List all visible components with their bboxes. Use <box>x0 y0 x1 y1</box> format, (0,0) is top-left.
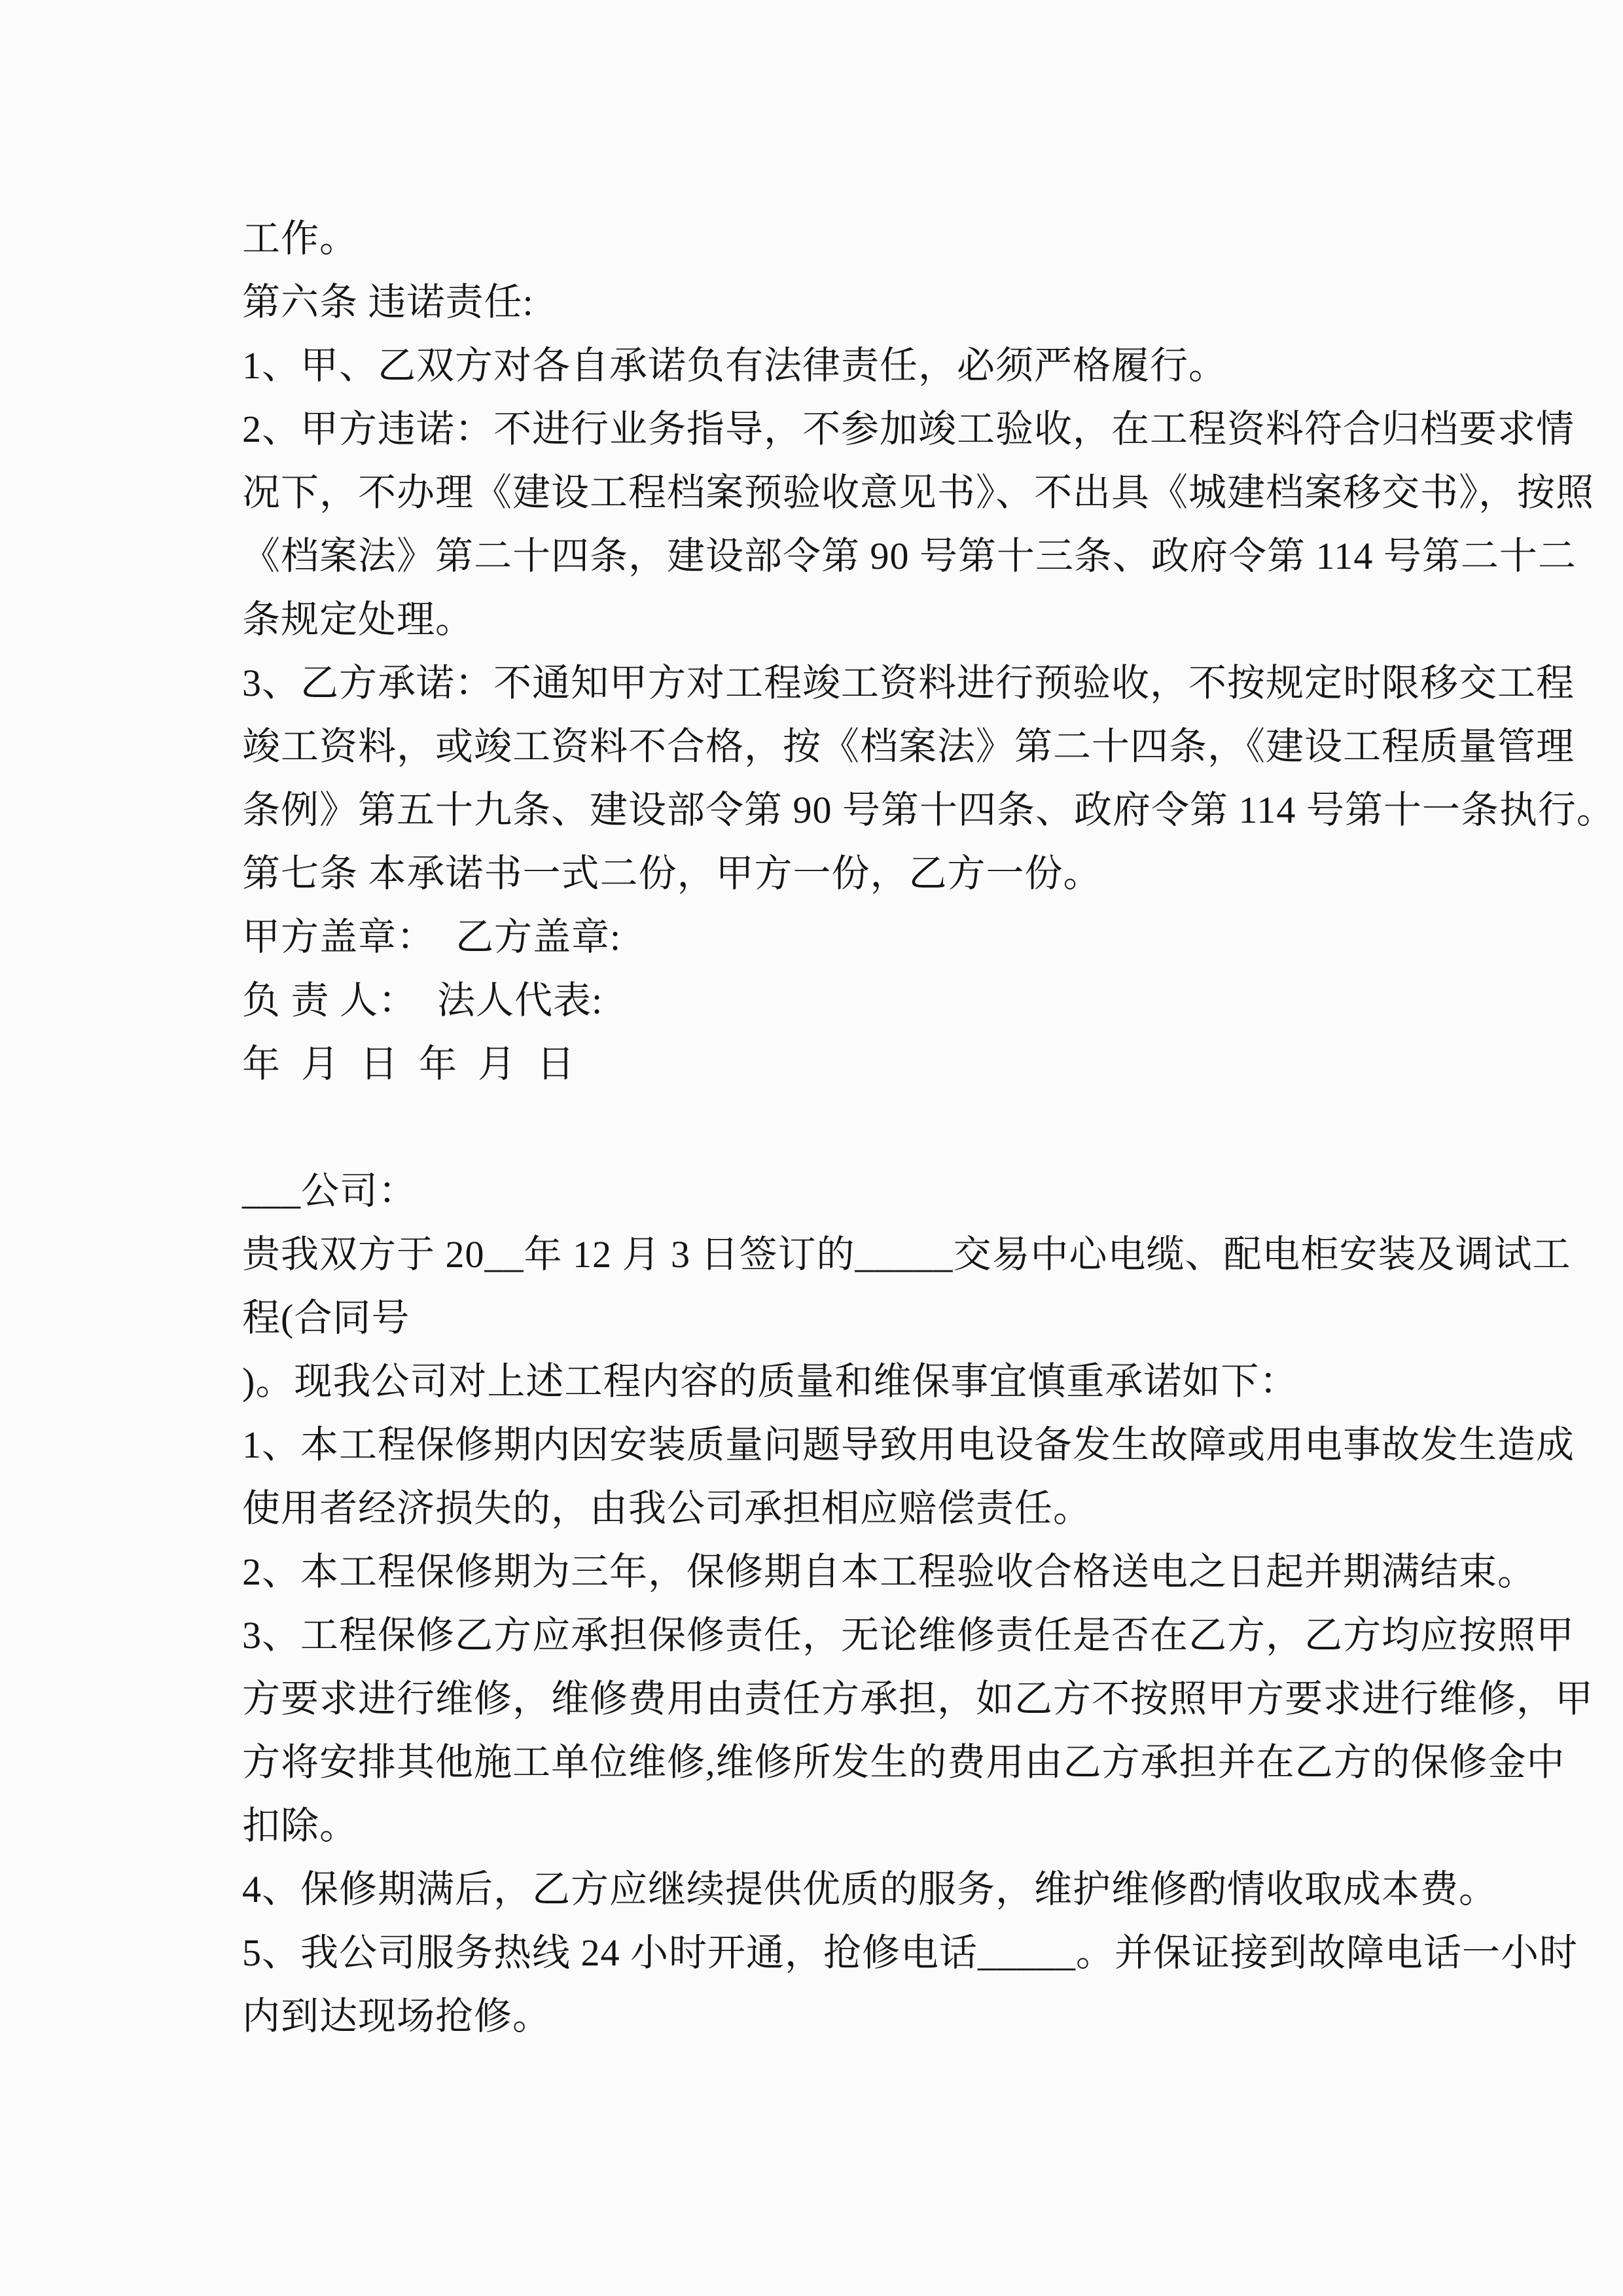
text-line-13: 负 责 人： 法人代表: <box>242 979 603 1022</box>
text-line-4: 2、甲方违诺：不进行业务指导，不参加竣工验收，在工程资料符合归档要求情 <box>242 408 1575 450</box>
text-line-18: )。现我公司对上述工程内容的质量和维保事宜慎重承诺如下： <box>242 1360 1298 1403</box>
text-line-9: 竣工资料，或竣工资料不合格，按《档案法》第二十四条，《建设工程质量管理 <box>242 725 1575 768</box>
text-line-25: 扣除。 <box>242 1804 359 1847</box>
text-line-19: 1、本工程保修期内因安装质量问题导致用电设备发生故障或用电事故发生造成 <box>242 1424 1575 1466</box>
text-line-7: 条规定处理。 <box>242 598 474 641</box>
text-line-8: 3、乙方承诺：不通知甲方对工程竣工资料进行预验收，不按规定时限移交工程 <box>242 662 1575 704</box>
text-line-27: 5、我公司服务热线 24 小时开通，抢修电话_____。并保证接到故障电话一小时 <box>242 1931 1578 1974</box>
text-line-1: 工作。 <box>242 217 359 260</box>
text-line-11: 第七条 本承诺书一式二份，甲方一份，乙方一份。 <box>242 852 1102 895</box>
text-line-23: 方要求进行维修，维修费用由责任方承担，如乙方不按照甲方要求进行维修，甲 <box>242 1677 1594 1720</box>
document-body <box>242 207 1615 2048</box>
text-line-21: 2、本工程保修期为三年，保修期自本工程验收合格送电之日起并期满结束。 <box>242 1551 1537 1593</box>
text-line-6: 《档案法》第二十四条，建设部令第 90 号第十三条、政府令第 114 号第二十二 <box>242 535 1577 577</box>
text-line-14: 年 月 日 年 月 日 <box>242 1043 576 1085</box>
text-line-3: 1、甲、乙双方对各自承诺负有法律责任，必须严格履行。 <box>242 344 1228 387</box>
text-line-28: 内到达现场抢修。 <box>242 1995 552 2037</box>
text-line-15: ___公司： <box>242 1170 418 1212</box>
text-line-2: 第六条 违诺责任: <box>242 281 534 323</box>
text-line-12: 甲方盖章： 乙方盖章: <box>242 916 622 958</box>
text-line-22: 3、工程保修乙方应承担保修责任，无论维修责任是否在乙方，乙方均应按照甲 <box>242 1614 1575 1657</box>
text-line-24: 方将安排其他施工单位维修,维修所发生的费用由乙方承担并在乙方的保修金中 <box>242 1741 1565 1784</box>
text-line-26: 4、保修期满后，乙方应继续提供优质的服务，维护维修酌情收取成本费。 <box>242 1868 1498 1910</box>
text-line-16: 贵我双方于 20__年 12 月 3 日签订的_____交易中心电缆、配电柜安装及调试工 <box>242 1233 1571 1276</box>
text-line-17: 程(合同号 <box>242 1297 410 1339</box>
text-line-20: 使用者经济损失的，由我公司承担相应赔偿责任。 <box>242 1487 1092 1530</box>
text-line-5: 况下，不办理《建设工程档案预验收意见书》、不出具《城建档案移交书》，按照 <box>242 471 1595 514</box>
text-line-10: 条例》第五十九条、建设部令第 90 号第十四条、政府令第 114 号第十一条执行。 <box>242 789 1615 831</box>
